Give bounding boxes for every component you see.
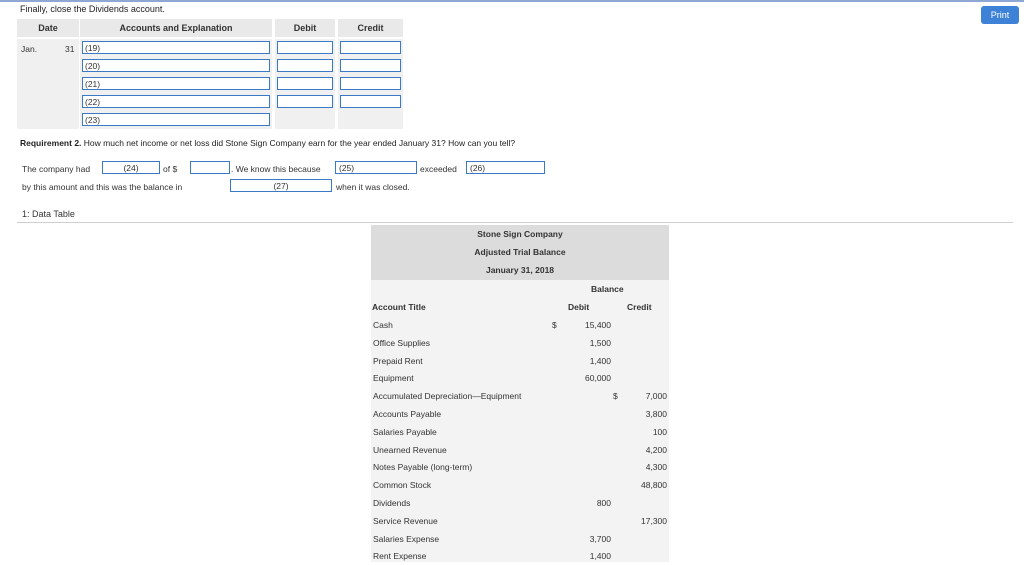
header-debit: Debit <box>275 19 335 37</box>
tb-row <box>371 405 669 423</box>
divider <box>17 222 1013 223</box>
answer-text-4: exceeded <box>420 164 457 174</box>
data-table-label: 1: Data Table <box>22 209 75 219</box>
answer-select-27[interactable]: (27) <box>230 179 332 192</box>
answer-text-5: by this amount and this was the balance in <box>22 182 183 192</box>
account-input-22[interactable]: (22) <box>82 95 270 108</box>
tb-debit-value: 1,500 <box>589 337 611 348</box>
requirement-question: How much net income or net loss did Stone Sign Company earn for the year ended January 31? How can you tell? <box>83 138 516 148</box>
tb-debit-value: 60,000 <box>585 373 611 384</box>
tb-date: January 31, 2018 <box>485 265 555 275</box>
header-date: Date <box>17 19 79 37</box>
requirement-label: Requirement 2. <box>20 138 82 148</box>
tb-credit-value: 4,300 <box>645 462 667 473</box>
tb-credit-value: 4,200 <box>645 444 667 455</box>
tb-col-account: Account Title <box>372 302 426 312</box>
date-day: 31 <box>65 44 75 54</box>
tb-account: Dividends <box>373 498 411 508</box>
tb-row <box>371 316 669 334</box>
tb-row <box>371 512 669 530</box>
answer-select-24[interactable]: (24) <box>102 161 160 174</box>
tb-row <box>371 387 669 405</box>
tb-account: Cash <box>373 320 393 330</box>
tb-account: Service Revenue <box>373 515 438 526</box>
header-credit: Credit <box>338 19 403 37</box>
tb-row <box>371 423 669 441</box>
tb-row <box>371 530 669 548</box>
tb-company: Stone Sign Company <box>477 229 563 239</box>
tb-account: Accounts Payable <box>373 409 442 419</box>
tb-row <box>371 334 669 352</box>
tb-row <box>371 352 669 370</box>
tb-balance-label: Balance <box>591 284 624 294</box>
account-input-20[interactable]: (20) <box>82 59 270 72</box>
tb-account: Rent Expense <box>373 551 427 562</box>
tb-account: Prepaid Rent <box>373 355 423 366</box>
answer-text-6: when it was closed. <box>336 182 410 192</box>
tb-row <box>371 476 669 494</box>
tb-debit-value: 1,400 <box>589 355 611 366</box>
tb-account: Equipment <box>373 373 414 384</box>
tb-debit-value: 15,400 <box>585 320 611 330</box>
tb-credit-sign: $ <box>613 391 618 402</box>
tb-title: Adjusted Trial Balance <box>474 247 566 257</box>
tb-row <box>371 441 669 459</box>
tb-credit-value: 100 <box>652 426 667 437</box>
credit-input-19[interactable] <box>340 41 401 54</box>
amount-input[interactable] <box>190 161 230 174</box>
requirement-text <box>20 138 515 148</box>
tb-account: Office Supplies <box>373 337 431 348</box>
tb-credit-value: 48,800 <box>641 480 667 491</box>
tb-row <box>371 458 669 476</box>
tb-account: Accumulated Depreciation—Equipment <box>373 391 522 402</box>
answer-text-2: of $ <box>163 164 178 174</box>
credit-input-20[interactable] <box>340 59 401 72</box>
instruction-text: Finally, close the Dividends account. <box>20 4 165 14</box>
tb-credit-value: 17,300 <box>641 515 667 526</box>
account-input-23[interactable]: (23) <box>82 113 270 126</box>
account-input-19[interactable]: (19) <box>82 41 270 54</box>
tb-account: Unearned Revenue <box>373 444 447 455</box>
tb-account: Salaries Payable <box>373 426 437 437</box>
tb-debit-value: 3,700 <box>589 533 611 544</box>
tb-debit-value: 1,400 <box>589 551 611 562</box>
tb-credit-value: 3,800 <box>645 409 667 419</box>
top-border <box>0 0 1024 2</box>
debit-input-19[interactable] <box>277 41 333 54</box>
debit-input-21[interactable] <box>277 77 333 90</box>
tb-row <box>371 369 669 387</box>
credit-input-22[interactable] <box>340 95 401 108</box>
answer-text-3: . We know this because <box>231 164 321 174</box>
tb-account: Notes Payable (long-term) <box>373 462 473 473</box>
tb-col-debit: Debit <box>568 302 590 312</box>
header-accounts: Accounts and Explanation <box>80 19 272 37</box>
credit-input-21[interactable] <box>340 77 401 90</box>
tb-col-credit: Credit <box>627 302 652 312</box>
tb-row <box>371 547 669 565</box>
tb-debit-sign: $ <box>552 320 557 330</box>
account-input-21[interactable]: (21) <box>82 77 270 90</box>
debit-input-22[interactable] <box>277 95 333 108</box>
tb-account: Salaries Expense <box>373 533 440 544</box>
answer-select-26[interactable]: (26) <box>466 161 545 174</box>
tb-credit-value: 7,000 <box>645 391 667 402</box>
date-month: Jan. <box>21 44 38 54</box>
debit-input-20[interactable] <box>277 59 333 72</box>
answer-text-1: The company had <box>22 164 91 174</box>
print-button[interactable]: Print <box>981 6 1019 24</box>
answer-select-25[interactable]: (25) <box>335 161 417 174</box>
tb-account: Common Stock <box>373 480 432 491</box>
tb-debit-value: 800 <box>596 498 611 508</box>
tb-row <box>371 494 669 512</box>
